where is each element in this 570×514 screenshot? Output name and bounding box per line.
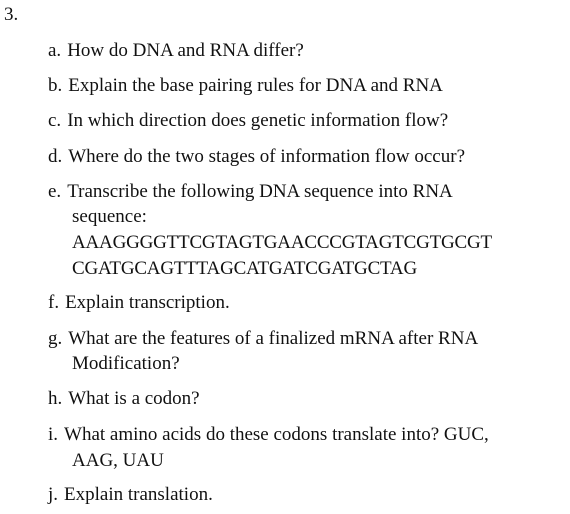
- item-g-continuation: Modification?: [72, 353, 180, 374]
- item-letter: c.: [48, 110, 62, 131]
- item-letter: f.: [48, 292, 60, 313]
- item-e-continuation: sequence:: [72, 206, 147, 227]
- item-text: What is a codon?: [68, 388, 200, 409]
- item-text: Transcribe the following DNA sequence into RNA: [67, 181, 453, 202]
- question-number: 3.: [4, 4, 19, 25]
- item-letter: a.: [48, 40, 62, 61]
- question-item-g: [48, 326, 478, 352]
- dna-sequence-line-1: AAAGGGGTTCGTAGTGAACCCGTAGTCGTGCGT: [72, 232, 492, 253]
- item-letter: g.: [48, 328, 63, 349]
- question-item-e: [48, 179, 453, 205]
- question-item-j: [48, 482, 213, 508]
- question-item-i: [48, 422, 489, 448]
- item-text: Explain translation.: [64, 484, 213, 505]
- question-item-h: [48, 386, 200, 412]
- item-i-continuation: AAG, UAU: [72, 450, 164, 471]
- item-text: What are the features of a finalized mRNA after RNA: [68, 328, 479, 349]
- item-text: In which direction does genetic information flow?: [67, 110, 449, 131]
- item-letter: d.: [48, 146, 63, 167]
- dna-sequence-line-2: CGATGCAGTTTAGCATGATCGATGCTAG: [72, 258, 417, 279]
- question-item-c: [48, 108, 448, 134]
- question-item-b: [48, 73, 443, 99]
- question-item-f: [48, 290, 230, 316]
- item-text: How do DNA and RNA differ?: [67, 40, 304, 61]
- item-letter: h.: [48, 388, 63, 409]
- item-letter: e.: [48, 181, 62, 202]
- question-item-a: [48, 38, 304, 64]
- question-item-d: [48, 144, 465, 170]
- item-letter: b.: [48, 75, 63, 96]
- item-letter: j.: [48, 484, 59, 505]
- item-text: Explain the base pairing rules for DNA and RNA: [68, 75, 443, 96]
- item-text: Explain transcription.: [65, 292, 230, 313]
- item-letter: i.: [48, 424, 59, 445]
- item-text: Where do the two stages of information flow occur?: [68, 146, 466, 167]
- item-text: What amino acids do these codons translate into? GUC,: [64, 424, 489, 445]
